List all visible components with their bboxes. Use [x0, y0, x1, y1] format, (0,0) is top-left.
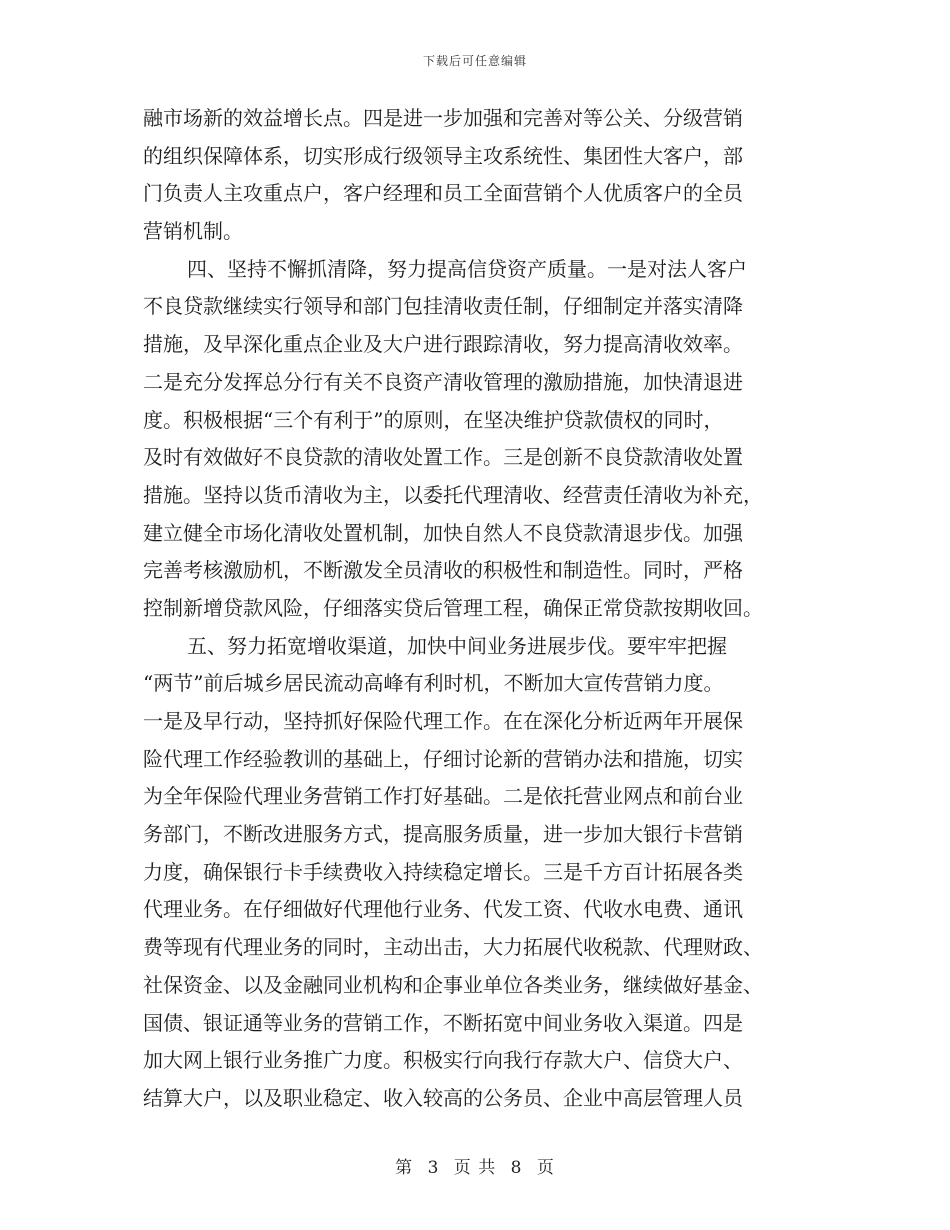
text-line: 为全年保险代理业务营销工作打好基础。二是依托营业网点和前台业 — [143, 784, 743, 809]
text-line: 融市场新的效益增长点。四是进一步加强和完善对等公关、分级营销 — [143, 106, 743, 130]
document-body — [143, 100, 807, 1118]
text-line: 费等现有代理业务的同时，主动出击，大力拓展代收税款、代理财政、 — [143, 935, 763, 960]
text-line: 国债、银证通等业务的营销工作，不断拓宽中间业务收入渠道。四是 — [143, 1010, 743, 1035]
text-line: 措施，及早深化重点企业及大户进行跟踪清收，努力提高清收效率。 — [143, 332, 743, 357]
text-line: 力度，确保银行卡手续费收入持续稳定增长。三是千方百计拓展各类 — [143, 859, 743, 884]
page-header: 下载后可任意编辑 — [422, 54, 527, 68]
text-line: 营销机制。 — [143, 219, 243, 244]
page-number-middle: 页 共 — [453, 1158, 497, 1178]
text-line: 措施。坚持以货币清收为主，以委托代理清收、经营责任清收为补充， — [143, 482, 763, 507]
text-line: 度。积极根据“三个有利于”的原则，在坚决维护贷款债权的同时， — [143, 407, 724, 432]
text-line: 代理业务。在仔细做好代理他行业务、代发工资、代收水电费、通讯 — [143, 897, 743, 922]
text-line: 的组织保障体系，切实形成行级领导主攻系统性、集团性大客户，部 — [143, 143, 743, 168]
text-line: “两节”前后城乡居民流动高峰有利时机，不断加大宣传营销力度。 — [143, 671, 724, 696]
text-line: 社保资金、以及金融同业机构和企事业单位各类业务，继续做好基金、 — [143, 972, 763, 997]
page-number-current: 3 — [427, 1158, 440, 1178]
text-line: 控制新增贷款风险，仔细落实贷后管理工程，确保正常贷款按期收回。 — [143, 595, 763, 620]
text-line: 一是及早行动，坚持抓好保险代理工作。在在深化分析近两年开展保 — [143, 709, 743, 733]
paragraph-start-line: 五、努力拓宽增收渠道，加快中间业务进展步伐。要牢牢把握 — [187, 633, 727, 658]
text-line: 二是充分发挥总分行有关不良资产清收管理的激励措施，加快清退进 — [143, 369, 743, 394]
text-line: 结算大户，以及职业稳定、收入较高的公务员、企业中高层管理人员 — [143, 1085, 743, 1110]
text-line: 建立健全市场化清收处置机制，加快自然人不良贷款清退步伐。加强 — [143, 520, 743, 545]
text-line: 及时有效做好不良贷款的清收处置工作。三是创新不良贷款清收处置 — [143, 445, 743, 470]
page-footer — [0, 1153, 950, 1178]
page-number-suffix: 页 — [536, 1158, 555, 1178]
text-line: 完善考核激励机，不断激发全员清收的积极性和制造性。同时，严格 — [143, 558, 743, 583]
paragraph-start-line: 四、坚持不懈抓清降，努力提高信贷资产质量。一是对法人客户 — [187, 256, 747, 281]
page-number-prefix: 第 — [395, 1158, 414, 1178]
page-number-total: 8 — [510, 1158, 523, 1178]
text-line: 险代理工作经验教训的基础上，仔细讨论新的营销办法和措施，切实 — [143, 746, 743, 771]
text-line: 不良贷款继续实行领导和部门包挂清收责任制，仔细制定并落实清降 — [143, 294, 743, 319]
text-line: 务部门，不断改进服务方式，提高服务质量，进一步加大银行卡营销 — [143, 822, 743, 847]
text-line: 加大网上银行业务推广力度。积极实行向我行存款大户、信贷大户、 — [143, 1048, 743, 1073]
text-line: 门负责人主攻重点户，客户经理和员工全面营销个人优质客户的全员 — [143, 181, 743, 206]
